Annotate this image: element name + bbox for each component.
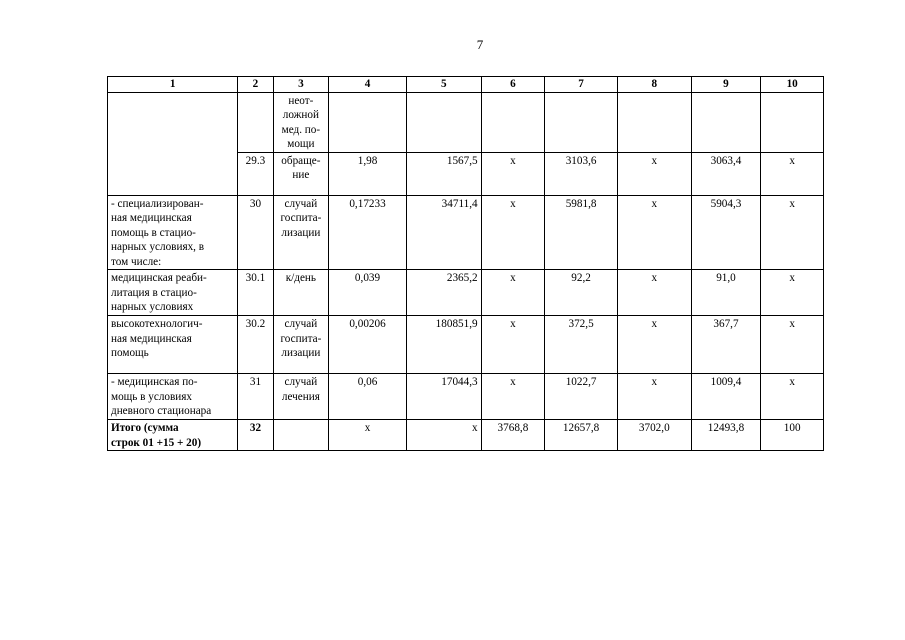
value-cell: х	[617, 195, 691, 270]
unit-cell: обраще- ние	[273, 152, 329, 195]
value-cell: х	[761, 374, 824, 420]
value-cell: 5904,3	[691, 195, 761, 270]
value-cell: 0,00206	[329, 316, 407, 374]
table-row	[108, 195, 824, 270]
value-cell: х	[406, 420, 481, 451]
table-row	[108, 270, 824, 316]
value-cell: 17044,3	[406, 374, 481, 420]
value-cell: 3103,6	[545, 152, 618, 195]
value-cell: х	[481, 195, 545, 270]
table-row	[108, 374, 824, 420]
unit-cell	[273, 420, 329, 451]
column-header: 2	[238, 77, 273, 93]
row-code-cell	[238, 92, 273, 152]
value-cell: х	[481, 316, 545, 374]
value-cell	[761, 92, 824, 152]
value-cell: 0,06	[329, 374, 407, 420]
value-cell: 12657,8	[545, 420, 618, 451]
value-cell	[617, 92, 691, 152]
value-cell: х	[761, 270, 824, 316]
column-header: 9	[691, 77, 761, 93]
value-cell	[481, 92, 545, 152]
row-code-cell: 32	[238, 420, 273, 451]
column-header: 7	[545, 77, 618, 93]
value-cell: 1022,7	[545, 374, 618, 420]
value-cell: 367,7	[691, 316, 761, 374]
value-cell: х	[761, 316, 824, 374]
column-header: 5	[406, 77, 481, 93]
value-cell: 180851,9	[406, 316, 481, 374]
unit-cell: случай госпита- лизации	[273, 316, 329, 374]
column-header: 1	[108, 77, 238, 93]
value-cell	[329, 92, 407, 152]
value-cell: х	[761, 152, 824, 195]
unit-cell: неот- ложной мед. по- мощи	[273, 92, 329, 152]
value-cell	[545, 92, 618, 152]
row-name-cell: - медицинская по- мощь в условиях дневного стационара	[108, 374, 238, 420]
value-cell: х	[617, 316, 691, 374]
value-cell: х	[617, 152, 691, 195]
column-header: 4	[329, 77, 407, 93]
value-cell: х	[329, 420, 407, 451]
value-cell: х	[481, 152, 545, 195]
value-cell: 3702,0	[617, 420, 691, 451]
value-cell: 91,0	[691, 270, 761, 316]
value-cell: 0,039	[329, 270, 407, 316]
row-name-cell: - специализирован- ная медицинская помощь в стацио- нарных условиях, в том числе:	[108, 195, 238, 270]
unit-cell: случай лечения	[273, 374, 329, 420]
value-cell: 12493,8	[691, 420, 761, 451]
value-cell: 1009,4	[691, 374, 761, 420]
total-row	[108, 420, 824, 451]
value-cell: 5981,8	[545, 195, 618, 270]
table-row	[108, 316, 824, 374]
value-cell: 3768,8	[481, 420, 545, 451]
row-name-cell: Итого (сумма строк 01 +15 + 20)	[108, 420, 238, 451]
column-header: 8	[617, 77, 691, 93]
value-cell: х	[481, 270, 545, 316]
row-code-cell: 30	[238, 195, 273, 270]
row-code-cell: 31	[238, 374, 273, 420]
value-cell: х	[617, 270, 691, 316]
value-cell: х	[481, 374, 545, 420]
value-cell: 100	[761, 420, 824, 451]
table-row	[108, 92, 824, 152]
column-header: 6	[481, 77, 545, 93]
column-header: 3	[273, 77, 329, 93]
value-cell	[691, 92, 761, 152]
row-code-cell: 29.3	[238, 152, 273, 195]
value-cell: 1,98	[329, 152, 407, 195]
page-number: 7	[476, 37, 484, 52]
row-name-cell	[108, 92, 238, 195]
value-cell	[406, 92, 481, 152]
value-cell: х	[617, 374, 691, 420]
column-header: 10	[761, 77, 824, 93]
unit-cell: случай госпита- лизации	[273, 195, 329, 270]
value-cell: 92,2	[545, 270, 618, 316]
value-cell: 1567,5	[406, 152, 481, 195]
table-header-row	[108, 77, 824, 93]
row-name-cell: медицинская реаби- литация в стацио- нарных условиях	[108, 270, 238, 316]
row-name-cell: высокотехнологич- ная медицинская помощь	[108, 316, 238, 374]
value-cell: 0,17233	[329, 195, 407, 270]
unit-cell: к/день	[273, 270, 329, 316]
data-table	[107, 76, 824, 451]
row-code-cell: 30.2	[238, 316, 273, 374]
value-cell: 3063,4	[691, 152, 761, 195]
value-cell: 2365,2	[406, 270, 481, 316]
value-cell: 34711,4	[406, 195, 481, 270]
value-cell: 372,5	[545, 316, 618, 374]
row-code-cell: 30.1	[238, 270, 273, 316]
value-cell: х	[761, 195, 824, 270]
